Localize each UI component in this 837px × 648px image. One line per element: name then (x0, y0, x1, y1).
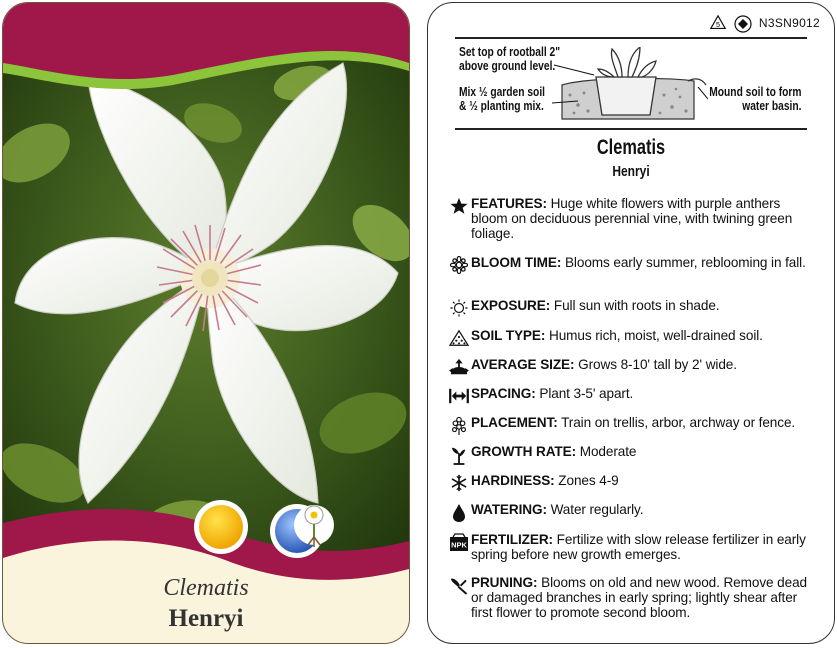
attribute-bloom-time: BLOOM TIME: Blooms early summer, reblooming in fall. (447, 255, 815, 274)
sun-icon (447, 298, 471, 317)
recycle-icon (709, 14, 727, 32)
npk-icon (447, 532, 471, 562)
attribute-placement: PLACEMENT: Train on trellis, arbor, archway or fence. (447, 415, 815, 436)
attribute-hardiness: HARDINESS: Zones 4-9 (447, 473, 815, 492)
attribute-exposure: EXPOSURE: Full sun with roots in shade. (447, 298, 815, 317)
plant-name-bold: Henryi (168, 605, 244, 632)
soil-icon (447, 328, 471, 347)
plant-subtitle: Henryi (612, 163, 650, 180)
attribute-average-size: AVERAGE SIZE: Grows 8-10' tall by 2' wide. (447, 357, 815, 376)
pruner-icon (447, 575, 471, 620)
size-icon (447, 357, 471, 376)
front-card (2, 2, 410, 644)
spacing-icon (447, 386, 471, 405)
full-sun-icon (194, 500, 248, 554)
drop-icon (447, 502, 471, 523)
svg-text:5: 5 (715, 20, 720, 30)
back-card (427, 2, 835, 644)
top-rule (455, 37, 807, 39)
attribute-watering: WATERING: Water regularly. (447, 502, 815, 523)
diagram-rule (455, 128, 807, 130)
planting-note-right: Mound soil to form water basin. (709, 85, 802, 113)
attribute-features: FEATURES: Huge white flowers with purple anthers bloom on deciduous perennial vine, with twining green foliage. (447, 196, 815, 241)
svg-text:NPK: NPK (451, 540, 467, 550)
planting-illustration (548, 47, 708, 125)
attribute-spacing: SPACING: Plant 3-5' apart. (447, 386, 815, 405)
attribute-pruning: PRUNING: Blooms on old and new wood. Remove dead or damaged branches in early spring; lightly shear after first flower to promote second bloom. (447, 575, 815, 620)
sku-code: N3SN9012 (758, 16, 820, 30)
attribute-fertilizer: NPK FERTILIZER: Fertilize with slow release fertilizer in early spring before new growth emerges. (447, 532, 815, 562)
placement-icon (447, 415, 471, 436)
plant-title: Clematis (596, 136, 666, 159)
star-icon (447, 196, 471, 241)
planting-note-left: Mix ½ garden soil & ½ planting mix. (459, 85, 546, 113)
front-artwork (3, 3, 409, 643)
growth-icon (447, 444, 471, 465)
badges (709, 13, 820, 33)
snowflake-icon (447, 473, 471, 492)
plant-name-italic: Clematis (163, 575, 249, 601)
attribute-growth-rate: GROWTH RATE: Moderate (447, 444, 815, 465)
bloom-icon (447, 255, 471, 274)
planting-diagram (428, 45, 835, 135)
planting-note-top: Set top of rootball 2" above ground level. (459, 45, 561, 73)
attribute-soil-type: SOIL TYPE: Humus rich, moist, well-drained soil. (447, 328, 815, 347)
macore-logo (731, 13, 755, 33)
